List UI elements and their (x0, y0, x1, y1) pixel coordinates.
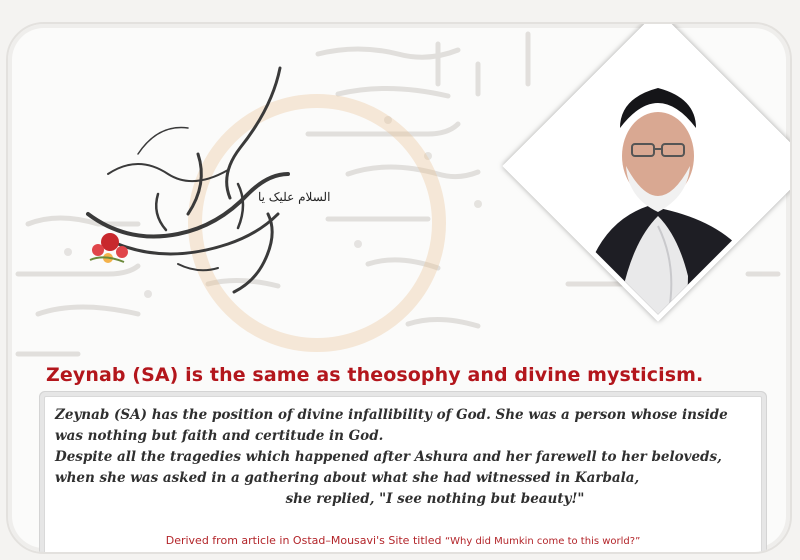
headline: Zeynab (SA) is the same as theosophy and divine mysticism. (46, 364, 704, 386)
poster-card (6, 22, 792, 554)
quote-reply: she replied, "I see nothing but beauty!" (285, 491, 585, 507)
quote-box (44, 396, 762, 554)
source-prefix: Derived from article in Ostad–Mousavi's Site titled (165, 534, 442, 547)
arabic-greeting: السلام علیک یا (258, 190, 331, 204)
source-citation (45, 534, 761, 547)
quote-paragraph-2: Despite all the tragedies which happened after Ashura and her farewell to her beloveds, when she was asked in a gathering about what she had witnessed in Karbala, (55, 449, 722, 486)
quote-text (55, 405, 755, 510)
quote-paragraph-1: Zeynab (SA) has the position of divine infallibility of God. She was a person whose inside was nothing but faith and certitude in God. (55, 407, 728, 444)
source-title: “Why did Mumkin come to this world?” (444, 536, 641, 547)
zeynab-calligraphy-logo (48, 64, 331, 314)
